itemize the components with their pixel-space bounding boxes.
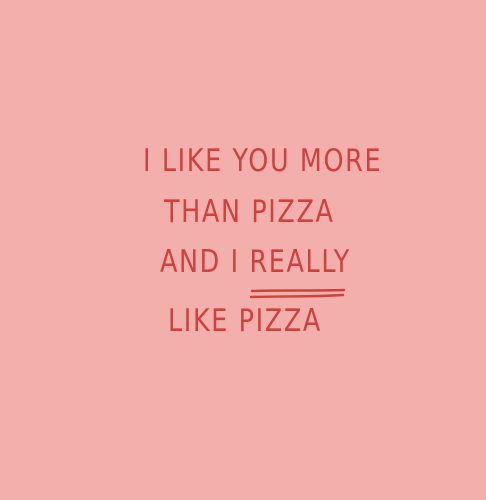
quote-line-3: [160, 244, 351, 280]
quote-line-1: I LIKE YOU MORE: [143, 143, 383, 179]
double-underline: [250, 287, 346, 301]
underline-stroke-2: [251, 295, 343, 297]
quote-line-2: THAN PIZZA: [164, 194, 335, 230]
quote-line-4: LIKE PIZZA: [168, 303, 322, 339]
quote-line-3-prefix: AND I: [160, 244, 250, 280]
emphasized-word: REALLY: [249, 244, 351, 280]
underline-stroke-1: [252, 290, 344, 291]
